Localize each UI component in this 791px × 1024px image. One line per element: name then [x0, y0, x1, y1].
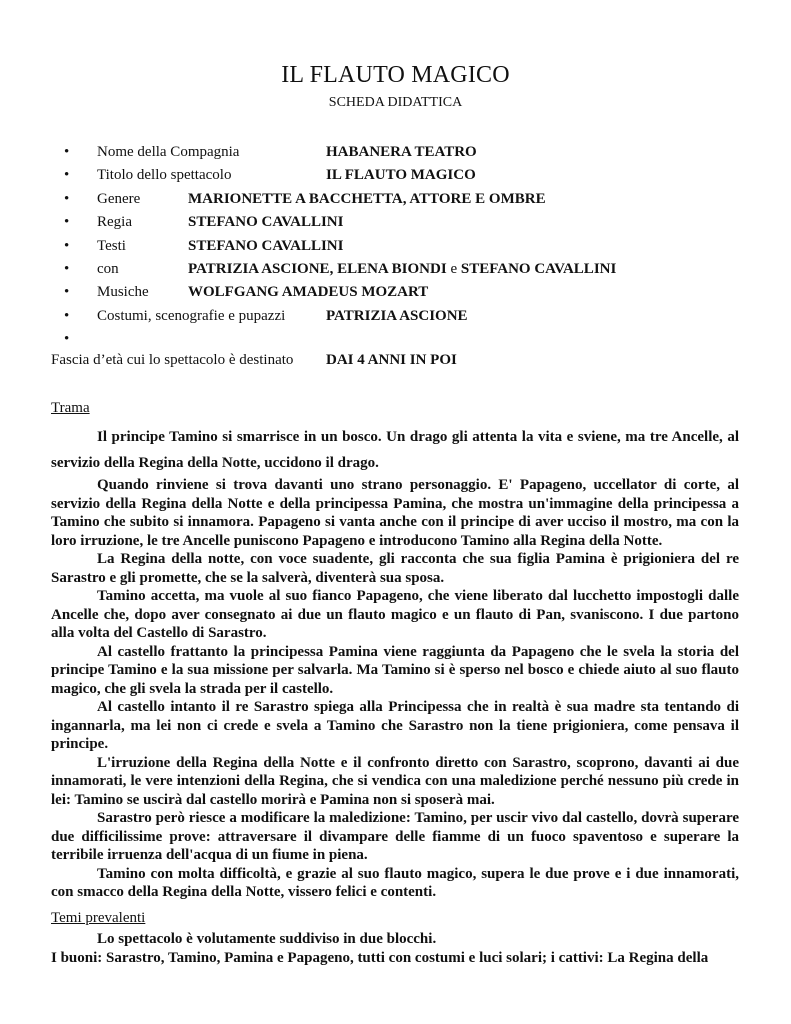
credit-label: Costumi, scenografie e pupazzi: [97, 307, 286, 324]
trama-heading: Trama: [51, 400, 90, 416]
credit-label: Genere: [97, 190, 141, 207]
credit-label: Testi: [97, 237, 126, 254]
credit-value: STEFANO CAVALLINI: [188, 214, 344, 231]
bullet-icon: •: [64, 144, 70, 160]
credit-value: HABANERA TEATRO: [326, 144, 477, 160]
trama-paragraph: Al castello intanto il re Sarastro spiega alla Principessa che in realtà è sua madre sta tentando di ingannarla, ma lei non ci crede e svela a Tamino che Sarastro non la tiene prigioniera, come pensava il principe.: [51, 699, 739, 752]
bullet-icon: •: [64, 214, 70, 231]
credit-label: Regia: [97, 214, 132, 231]
credit-label: Musiche: [97, 284, 149, 301]
audience-line: [51, 352, 457, 369]
temi-heading: Temi prevalenti: [51, 910, 146, 926]
credits-list: [0, 141, 791, 352]
credit-value: PATRIZIA ASCIONE: [326, 307, 468, 324]
credit-item: [0, 328, 791, 351]
credit-value: STEFANO CAVALLINI: [188, 237, 344, 254]
trama-paragraph: L'irruzione della Regina della Notte e il confronto diretto con Sarastro, scoprono, davanti ai due innamorati, le vere intenzioni della Regina, che si vendica con una maledizione perché nessuno più crede in lei: Tamino se uscirà dal castello morirà e Pamina non si sposerà mai.: [51, 754, 739, 808]
credit-item: [0, 258, 791, 281]
trama-paragraph: La Regina della notte, con voce suadente, gli racconta che sua figlia Pamina è prigioniera del re Sarastro e gli promette, che se la salverà, diventerà sua sposa.: [51, 551, 739, 586]
bullet-icon: •: [64, 331, 70, 348]
credit-value-join: e: [450, 260, 458, 277]
trama-paragraph: Sarastro però riesce a modificare la maledizione: Tamino, per uscir vivo dal castello, dovrà superare due difficilissime prove: attraversare il divampare delle fiamme di un fuoco spaventoso e superare la terribile irruenza dell'acqua di un fiume in piena.: [51, 810, 739, 863]
trama-paragraph: Quando rinviene si trova davanti uno strano personaggio. E' Papageno, uccellator di corte, al servizio della Regina della Notte e della principessa Pamina, che mostra un'immagine della principessa a Tamino che subito si innamora. Papageno si vanta anche con il principe di aver ucciso il mostro, ma con la loro irruzione, le tre Ancelle puniscono Papageno e introducono Tamino alla Regina della Notte.: [51, 477, 739, 549]
bullet-icon: •: [64, 260, 70, 277]
trama-paragraph: Tamino con molta difficoltà, e grazie al suo flauto magico, supera le due prove e i due innamorati, con smacco della Regina della Notte, vissero felici e contenti.: [51, 865, 739, 900]
credit-label: con: [97, 260, 119, 277]
trama-paragraph: Al castello frattanto la principessa Pamina viene raggiunta da Papageno che le svela la storia del principe Tamino e la sua missione per salvarla. Ma Tamino si è sperso nel bosco e chiede aiuto al suo flauto magico, che gli svela la strada per il castello.: [51, 643, 739, 697]
credit-value: WOLFGANG AMADEUS MOZART: [188, 284, 429, 301]
credit-item: [0, 211, 791, 234]
audience-value: DAI 4 ANNI IN POI: [326, 352, 457, 368]
credit-value: IL FLAUTO MAGICO: [326, 167, 476, 184]
temi-paragraph: Lo spettacolo è volutamente suddiviso in due blocchi.: [97, 931, 437, 947]
trama-paragraph: Il principe Tamino si smarrisce in un bosco. Un drago gli attenta la vita e sviene, ma tre Ancelle, al servizio della Regina della Notte, uccidono il drago.: [51, 429, 739, 471]
bullet-icon: •: [64, 190, 70, 207]
bullet-icon: •: [64, 284, 70, 301]
audience-label: Fascia d’età cui lo spettacolo è destinato: [51, 352, 294, 368]
credit-item: [0, 235, 791, 258]
credit-label: Titolo dello spettacolo: [97, 167, 232, 184]
credit-label: Nome della Compagnia: [97, 144, 240, 160]
credit-value: [188, 258, 616, 281]
credit-item: [0, 188, 791, 211]
trama-body: [51, 424, 739, 902]
credit-value: MARIONETTE A BACCHETTA, ATTORE E OMBRE: [188, 190, 546, 207]
document-title: IL FLAUTO MAGICO: [281, 62, 510, 88]
credit-value-part: STEFANO CAVALLINI: [460, 260, 617, 277]
credit-item: [0, 141, 791, 164]
trama-paragraph: Tamino accetta, ma vuole al suo fianco Papageno, che viene liberato dal lucchetto impostogli dalle Ancelle che, dopo aver consegnato ai due un flauto magico e un flauto di Pan, svaniscono. I due partono alla volta del Castello di Sarastro.: [51, 588, 739, 641]
bullet-icon: •: [64, 307, 70, 324]
temi-body: [51, 930, 739, 967]
temi-paragraph: I buoni: Sarastro, Tamino, Pamina e Papageno, tutti con costumi e luci solari; i cattivi: La Regina della: [51, 949, 709, 966]
credit-value-part: PATRIZIA ASCIONE, ELENA BIONDI: [188, 260, 447, 277]
bullet-icon: •: [64, 237, 70, 254]
credit-item: [0, 281, 791, 304]
bullet-icon: •: [64, 167, 70, 184]
credit-item: [0, 164, 791, 187]
document-subtitle: SCHEDA DIDATTICA: [328, 95, 463, 110]
credit-item: [0, 305, 791, 328]
